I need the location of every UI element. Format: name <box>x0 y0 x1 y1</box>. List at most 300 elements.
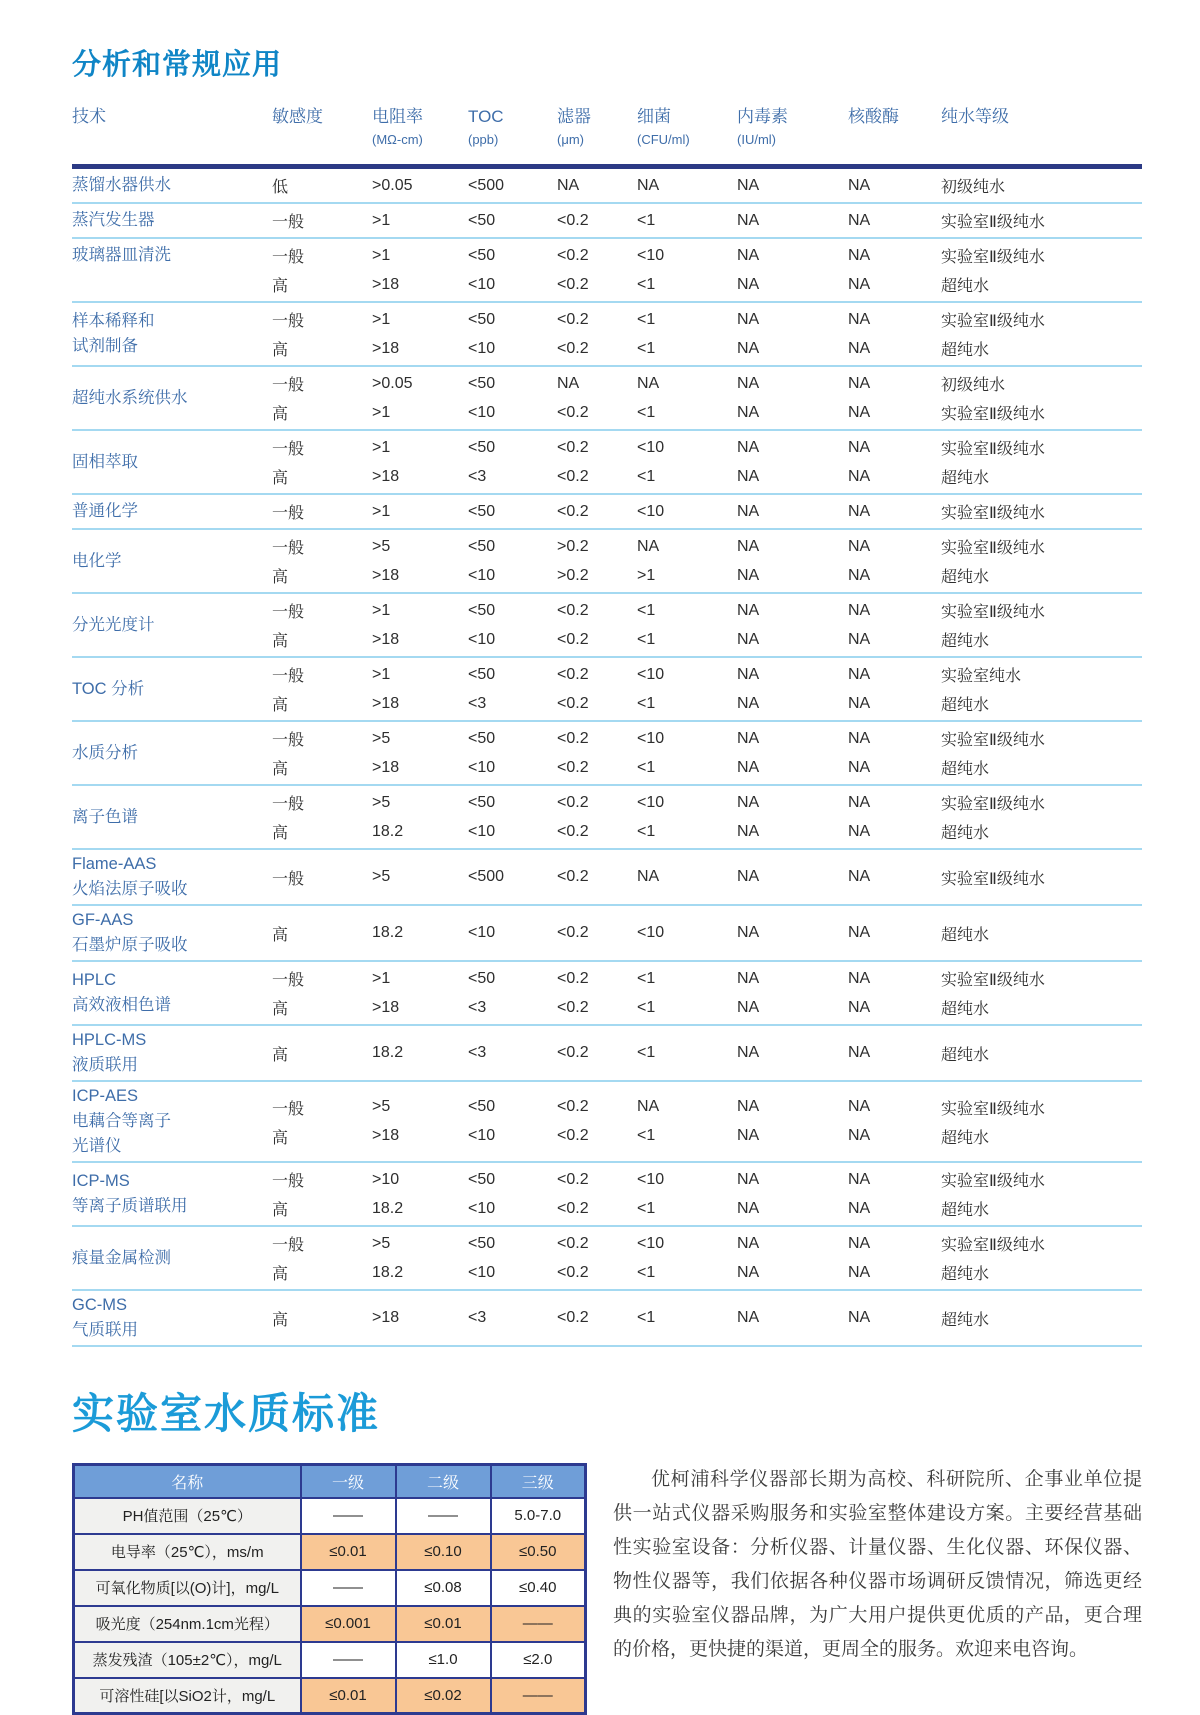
value-cell: 一般 <box>272 505 305 522</box>
value-cell: >0.05 <box>372 374 413 392</box>
value-cell: >5 <box>372 868 391 885</box>
value-cell: <50 <box>468 310 496 328</box>
standard-name: PH值范围（25℃） <box>74 1498 301 1534</box>
standards-table-body <box>74 1498 586 1714</box>
value-cell: >5 <box>372 793 391 811</box>
technique-data-row <box>272 241 1142 270</box>
technique-name-line: 玻璃器皿清洗 <box>72 246 171 264</box>
value-cell: 超纯水 <box>941 1129 990 1147</box>
technique-rows <box>272 305 1142 363</box>
technique-rows <box>272 171 1142 200</box>
technique-data-row <box>272 561 1142 590</box>
technique-rows <box>272 908 1142 958</box>
value-cell: 超纯水 <box>941 278 990 295</box>
technique-rows <box>272 852 1142 902</box>
technique-rows <box>272 660 1142 718</box>
technique-rows <box>272 433 1142 491</box>
value-cell: <0.2 <box>557 1309 589 1326</box>
value-cell: <1 <box>637 1044 656 1061</box>
column-label: TOC <box>468 107 504 126</box>
value-cell: >0.2 <box>557 537 589 555</box>
technique-data-row <box>272 369 1142 398</box>
technique-data-row <box>272 1229 1142 1258</box>
value-cell: 一般 <box>272 377 305 394</box>
technique-group <box>72 1026 1142 1082</box>
technique-group <box>72 530 1142 594</box>
standard-value: ≤1.0 <box>396 1642 491 1678</box>
column-header-resistivity <box>372 107 468 150</box>
value-cell: <1 <box>637 694 656 712</box>
value-cell: <0.2 <box>557 630 589 648</box>
value-cell: NA <box>848 502 871 520</box>
value-cell: 一般 <box>272 1173 305 1190</box>
technique-group <box>72 204 1142 239</box>
value-cell: <10 <box>637 502 665 520</box>
technique-name <box>72 305 272 363</box>
technique-data-row <box>272 1304 1142 1333</box>
standard-value: ≤0.02 <box>396 1678 491 1714</box>
value-cell: >18 <box>372 339 400 357</box>
technique-data-row <box>272 206 1142 235</box>
value-cell: 一般 <box>272 540 305 557</box>
technique-name-line: 等离子质谱联用 <box>72 1197 188 1215</box>
technique-rows <box>272 369 1142 427</box>
technique-rows <box>272 596 1142 654</box>
value-cell: NA <box>848 601 871 619</box>
standard-value: ≤0.01 <box>396 1606 491 1642</box>
value-cell: <10 <box>468 403 496 421</box>
value-cell: >1 <box>372 665 391 683</box>
technique-name-line: 分光光度计 <box>72 615 155 634</box>
technique-group <box>72 722 1142 786</box>
value-cell: NA <box>848 211 871 229</box>
value-cell: NA <box>848 1170 871 1188</box>
technique-name-line: HPLC-MS <box>72 1031 147 1049</box>
value-cell: 高 <box>272 278 289 295</box>
value-cell: >0.2 <box>557 566 589 584</box>
value-cell: <1 <box>637 1199 656 1217</box>
column-unit: (ppb) <box>468 132 499 147</box>
value-cell: NA <box>637 374 660 392</box>
value-cell: 超纯水 <box>941 569 990 586</box>
column-header-technique <box>72 107 272 130</box>
value-cell: <0.2 <box>557 310 589 328</box>
value-cell: NA <box>737 1263 760 1281</box>
standard-value: —— <box>491 1678 586 1714</box>
value-cell: <50 <box>468 793 496 811</box>
value-cell: >1 <box>372 246 391 264</box>
technique-data-row <box>272 497 1142 526</box>
value-cell: <0.2 <box>557 467 589 485</box>
value-cell: >5 <box>372 537 391 555</box>
technique-group <box>72 431 1142 495</box>
technique-data-row <box>272 334 1142 363</box>
value-cell: 高 <box>272 342 289 359</box>
value-cell: <10 <box>468 758 496 776</box>
value-cell: NA <box>848 822 871 840</box>
value-cell: NA <box>848 868 871 885</box>
value-cell: NA <box>737 1309 760 1326</box>
value-cell: NA <box>848 339 871 357</box>
technique-group <box>72 1291 1142 1347</box>
value-cell: >5 <box>372 1234 391 1252</box>
value-cell: 超纯水 <box>941 761 990 778</box>
value-cell: 一般 <box>272 249 305 266</box>
value-cell: <10 <box>468 1199 496 1217</box>
value-cell: 实验室Ⅱ级纯水 <box>941 1173 1045 1190</box>
value-cell: NA <box>737 998 760 1016</box>
technique-name <box>72 1028 272 1078</box>
value-cell: 18.2 <box>372 822 404 840</box>
value-cell: NA <box>737 1098 760 1115</box>
value-cell: NA <box>737 1234 760 1252</box>
applications-table-header <box>72 107 1142 169</box>
technique-data-row <box>272 817 1142 846</box>
value-cell: 一般 <box>272 604 305 621</box>
value-cell: 高 <box>272 825 289 842</box>
value-cell: <10 <box>468 275 496 293</box>
standard-name: 吸光度（254nm.1cm光程） <box>74 1606 301 1642</box>
column-label: 电阻率 <box>372 107 423 126</box>
value-cell: <3 <box>468 694 487 712</box>
column-label: 核酸酶 <box>848 107 899 126</box>
standard-value: ≤0.40 <box>491 1570 586 1606</box>
value-cell: NA <box>737 374 760 392</box>
standard-value: 5.0-7.0 <box>491 1498 586 1534</box>
value-cell: 实验室Ⅱ级纯水 <box>941 870 1045 888</box>
standards-row-layout <box>72 1463 1142 1715</box>
value-cell: NA <box>848 467 871 485</box>
value-cell: 高 <box>272 1266 289 1283</box>
value-cell: NA <box>737 630 760 648</box>
value-cell: NA <box>848 1098 871 1115</box>
value-cell: NA <box>737 275 760 293</box>
technique-name <box>72 497 272 526</box>
column-header-water-grade <box>941 107 1142 130</box>
technique-name <box>72 171 272 200</box>
value-cell: 初级纯水 <box>941 179 1006 196</box>
value-cell: NA <box>848 998 871 1016</box>
value-cell: NA <box>737 665 760 683</box>
value-cell: <10 <box>468 822 496 840</box>
value-cell: NA <box>737 868 760 885</box>
value-cell: 一般 <box>272 972 305 989</box>
value-cell: >18 <box>372 1127 400 1144</box>
technique-group <box>72 239 1142 303</box>
technique-data-row <box>272 433 1142 462</box>
value-cell: <10 <box>637 1234 665 1252</box>
technique-name-line: 痕量金属检测 <box>72 1248 171 1267</box>
technique-name-line: 普通化学 <box>72 502 138 520</box>
column-label: 滤器 <box>557 107 591 126</box>
value-cell: <0.2 <box>557 1234 589 1252</box>
value-cell: >18 <box>372 758 400 776</box>
value-cell: NA <box>848 924 871 941</box>
technique-name <box>72 852 272 902</box>
value-cell: 实验室Ⅱ级纯水 <box>941 313 1045 330</box>
value-cell: 一般 <box>272 870 305 888</box>
technique-group <box>72 1227 1142 1291</box>
technique-name <box>72 241 272 299</box>
value-cell: >18 <box>372 566 400 584</box>
technique-name-line: GC-MS <box>72 1296 127 1314</box>
value-cell: >5 <box>372 1098 391 1115</box>
value-cell: >18 <box>372 275 400 293</box>
technique-rows <box>272 724 1142 782</box>
value-cell: <1 <box>637 822 656 840</box>
value-cell: 18.2 <box>372 1263 404 1281</box>
value-cell: NA <box>848 729 871 747</box>
value-cell: NA <box>848 793 871 811</box>
value-cell: NA <box>737 1127 760 1144</box>
value-cell: NA <box>848 310 871 328</box>
technique-name-line: ICP-AES <box>72 1087 139 1105</box>
value-cell: NA <box>737 176 760 194</box>
value-cell: 18.2 <box>372 1044 404 1061</box>
standard-value: ≤0.50 <box>491 1534 586 1570</box>
value-cell: NA <box>737 822 760 840</box>
technique-name-line: 蒸汽发生器 <box>72 211 155 229</box>
technique-name <box>72 1229 272 1287</box>
technique-data-row <box>272 1194 1142 1223</box>
value-cell: <50 <box>468 665 496 683</box>
value-cell: NA <box>737 566 760 584</box>
value-cell: NA <box>848 1044 871 1061</box>
technique-name-line: 样本稀释和 <box>72 312 155 330</box>
value-cell: NA <box>737 758 760 776</box>
value-cell: NA <box>848 969 871 987</box>
value-cell: 高 <box>272 761 289 778</box>
value-cell: 一般 <box>272 441 305 458</box>
technique-data-row <box>272 596 1142 625</box>
value-cell: 实验室Ⅱ级纯水 <box>941 972 1045 989</box>
value-cell: 高 <box>272 569 289 586</box>
value-cell: 超纯水 <box>941 1202 990 1219</box>
value-cell: NA <box>737 694 760 712</box>
technique-name <box>72 433 272 491</box>
value-cell: 超纯水 <box>941 1311 990 1329</box>
technique-data-row <box>272 788 1142 817</box>
value-cell: 实验室Ⅱ级纯水 <box>941 732 1045 749</box>
value-cell: NA <box>637 868 660 885</box>
value-cell: <1 <box>637 211 656 229</box>
value-cell: NA <box>848 694 871 712</box>
technique-rows <box>272 964 1142 1022</box>
technique-group <box>72 850 1142 906</box>
technique-rows <box>272 1165 1142 1223</box>
value-cell: <1 <box>637 998 656 1016</box>
value-cell: <1 <box>637 275 656 293</box>
column-label: 内毒素 <box>737 107 788 126</box>
value-cell: NA <box>737 969 760 987</box>
value-cell: 实验室纯水 <box>941 668 1022 685</box>
value-cell: <50 <box>468 537 496 555</box>
technique-group <box>72 906 1142 962</box>
column-unit: (MΩ-cm) <box>372 132 423 147</box>
value-cell: 超纯水 <box>941 342 990 359</box>
technique-name-line: 电化学 <box>72 551 122 570</box>
value-cell: 一般 <box>272 214 305 231</box>
standard-value: —— <box>491 1606 586 1642</box>
value-cell: <3 <box>468 467 487 485</box>
standard-name: 可溶性硅[以SiO2计，mg/L <box>74 1678 301 1714</box>
value-cell: 一般 <box>272 1100 305 1118</box>
technique-rows <box>272 497 1142 526</box>
column-label: 纯水等级 <box>941 107 1009 126</box>
value-cell: <3 <box>468 1044 487 1061</box>
value-cell: 高 <box>272 1202 289 1219</box>
column-header-sensitivity <box>272 107 372 130</box>
value-cell: >1 <box>372 403 391 421</box>
value-cell: NA <box>848 374 871 392</box>
value-cell: NA <box>737 246 760 264</box>
value-cell: NA <box>737 502 760 520</box>
value-cell: <10 <box>637 438 665 456</box>
standard-value: —— <box>396 1498 491 1534</box>
value-cell: <1 <box>637 1309 656 1326</box>
technique-group <box>72 1082 1142 1163</box>
technique-name-line: 试剂制备 <box>72 337 138 355</box>
technique-data-row <box>272 270 1142 299</box>
standard-value: ≤0.08 <box>396 1570 491 1606</box>
column-unit: (CFU/ml) <box>637 132 690 147</box>
value-cell: <0.2 <box>557 246 589 264</box>
value-cell: 实验室Ⅱ级纯水 <box>941 214 1045 231</box>
value-cell: NA <box>637 537 660 555</box>
value-cell: <10 <box>468 630 496 648</box>
value-cell: 高 <box>272 1001 289 1018</box>
technique-name-line: 蒸馏水器供水 <box>72 176 171 194</box>
value-cell: <0.2 <box>557 1127 589 1144</box>
value-cell: <50 <box>468 374 496 392</box>
technique-data-row <box>272 625 1142 654</box>
value-cell: NA <box>637 1098 660 1115</box>
technique-rows <box>272 1028 1142 1078</box>
value-cell: <10 <box>468 339 496 357</box>
value-cell: <0.2 <box>557 758 589 776</box>
value-cell: NA <box>848 1199 871 1217</box>
technique-data-row <box>272 171 1142 200</box>
technique-name-line: ICP-MS <box>72 1172 130 1190</box>
standard-value: —— <box>301 1642 396 1678</box>
standard-value: ≤0.10 <box>396 1534 491 1570</box>
value-cell: 一般 <box>272 1237 305 1254</box>
technique-name-line: 气质联用 <box>72 1321 138 1339</box>
value-cell: >18 <box>372 1309 400 1326</box>
value-cell: NA <box>848 1234 871 1252</box>
value-cell: 高 <box>272 697 289 714</box>
value-cell: <50 <box>468 1234 496 1252</box>
value-cell: NA <box>557 374 580 392</box>
value-cell: 高 <box>272 1046 289 1064</box>
value-cell: 超纯水 <box>941 1046 990 1064</box>
value-cell: <1 <box>637 403 656 421</box>
technique-group <box>72 1163 1142 1227</box>
value-cell: 实验室Ⅱ级纯水 <box>941 604 1045 621</box>
value-cell: <50 <box>468 1098 496 1115</box>
standards-section-title: 实验室水质标准 <box>72 1390 381 1437</box>
value-cell: <3 <box>468 998 487 1016</box>
technique-data-row <box>272 724 1142 753</box>
technique-name <box>72 1084 272 1159</box>
value-cell: 实验室Ⅱ级纯水 <box>941 406 1045 423</box>
value-cell: <0.2 <box>557 339 589 357</box>
value-cell: >5 <box>372 729 391 747</box>
value-cell: <0.2 <box>557 822 589 840</box>
value-cell: <50 <box>468 969 496 987</box>
technique-name-line: 液质联用 <box>72 1056 138 1074</box>
technique-name-line: 光谱仪 <box>72 1137 122 1155</box>
value-cell: <10 <box>468 1263 496 1281</box>
value-cell: <10 <box>637 246 665 264</box>
value-cell: NA <box>737 1199 760 1217</box>
technique-data-row <box>272 660 1142 689</box>
standards-header-grade2: 二级 <box>396 1465 491 1498</box>
value-cell: <0.2 <box>557 438 589 456</box>
technique-data-row <box>272 964 1142 993</box>
value-cell: 实验室Ⅱ级纯水 <box>941 540 1045 557</box>
technique-name <box>72 1293 272 1343</box>
value-cell: NA <box>737 438 760 456</box>
technique-group <box>72 169 1142 204</box>
value-cell: 超纯水 <box>941 926 990 944</box>
technique-group <box>72 594 1142 658</box>
technique-name-line: 高效液相色谱 <box>72 996 171 1014</box>
value-cell: <0.2 <box>557 998 589 1016</box>
technique-group <box>72 303 1142 367</box>
value-cell: >10 <box>372 1170 400 1188</box>
value-cell: 初级纯水 <box>941 377 1006 394</box>
value-cell: <0.2 <box>557 1263 589 1281</box>
standard-value: ≤2.0 <box>491 1642 586 1678</box>
standards-row <box>74 1570 586 1606</box>
technique-name <box>72 1165 272 1223</box>
value-cell: NA <box>848 275 871 293</box>
technique-rows <box>272 1293 1142 1343</box>
technique-data-row <box>272 532 1142 561</box>
technique-name-line: 水质分析 <box>72 743 138 762</box>
value-cell: 实验室Ⅱ级纯水 <box>941 796 1045 813</box>
technique-rows <box>272 788 1142 846</box>
value-cell: NA <box>848 1127 871 1144</box>
value-cell: NA <box>737 310 760 328</box>
standard-value: —— <box>301 1570 396 1606</box>
value-cell: >0.05 <box>372 176 413 194</box>
value-cell: NA <box>737 537 760 555</box>
column-header-endotoxin <box>737 107 848 150</box>
value-cell: <0.2 <box>557 969 589 987</box>
value-cell: <1 <box>637 969 656 987</box>
value-cell: NA <box>848 438 871 456</box>
value-cell: NA <box>848 566 871 584</box>
value-cell: NA <box>848 1309 871 1326</box>
technique-name <box>72 596 272 654</box>
value-cell: <10 <box>637 1170 665 1188</box>
value-cell: >1 <box>372 310 391 328</box>
technique-group <box>72 495 1142 530</box>
value-cell: <0.2 <box>557 793 589 811</box>
value-cell: 低 <box>272 179 289 196</box>
value-cell: <50 <box>468 1170 496 1188</box>
value-cell: 18.2 <box>372 1199 404 1217</box>
value-cell: >18 <box>372 630 400 648</box>
technique-group <box>72 962 1142 1026</box>
value-cell: NA <box>557 176 580 194</box>
value-cell: 实验室Ⅱ级纯水 <box>941 249 1045 266</box>
value-cell: NA <box>737 793 760 811</box>
standard-value: ≤0.001 <box>301 1606 396 1642</box>
value-cell: <10 <box>637 793 665 811</box>
